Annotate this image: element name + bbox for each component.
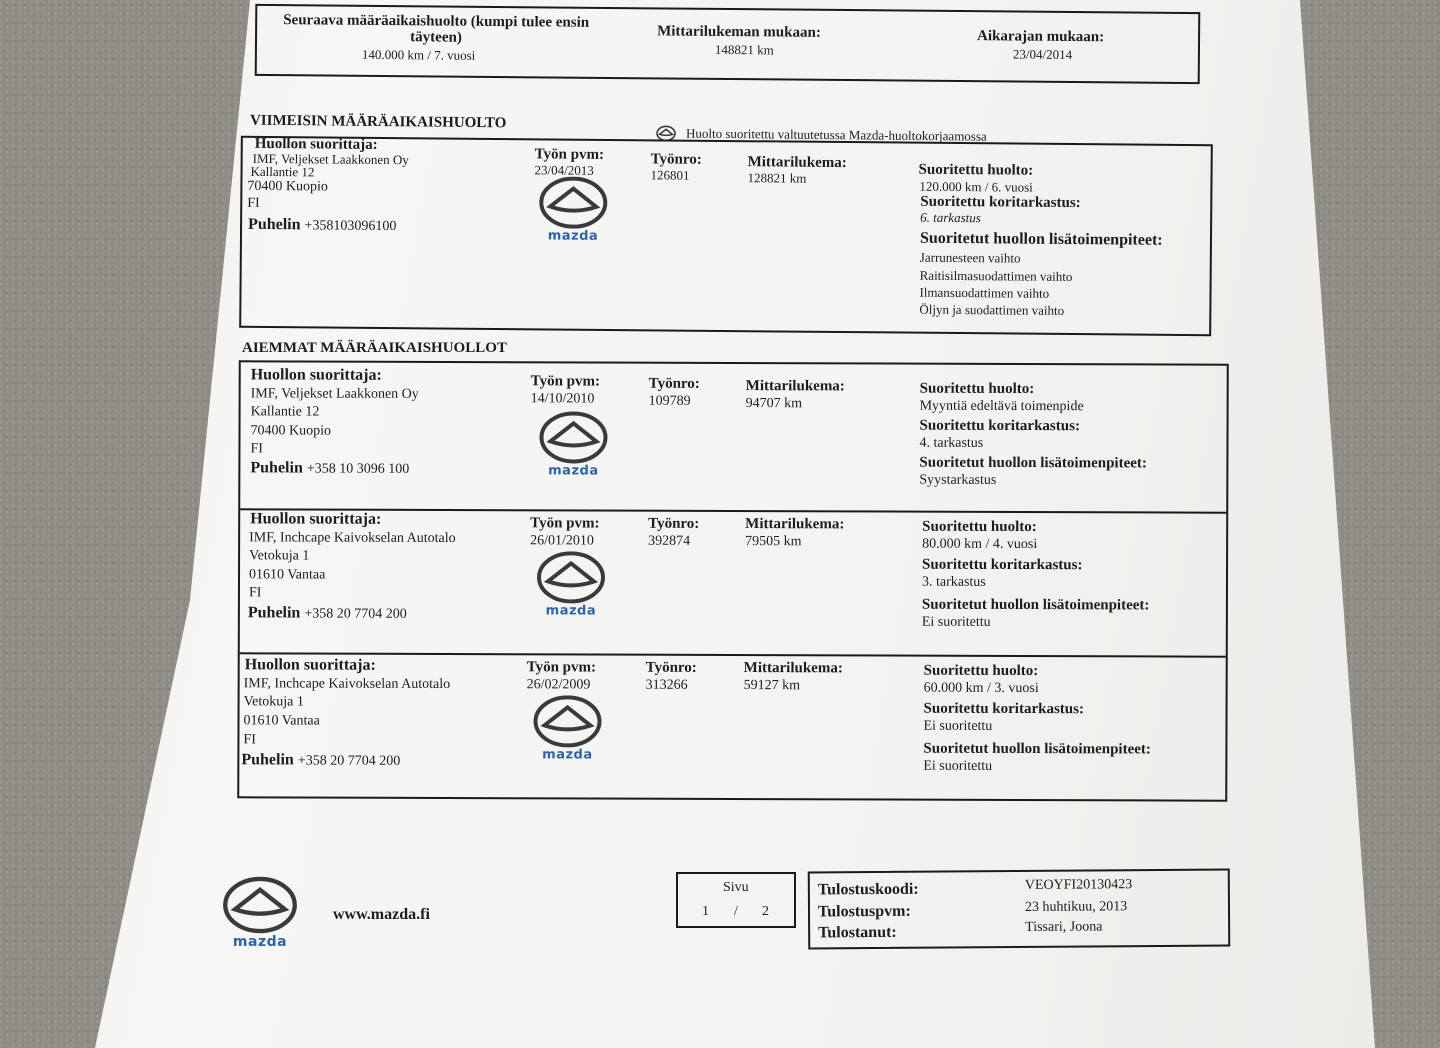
performer-line: IMF, Veljekset Laakkonen Oy (250, 386, 419, 402)
service-label: Suoritettu huolto: (919, 380, 1035, 398)
print-date-label: Tulostuspvm: (817, 902, 911, 921)
latest-performer-line: Kallantie 12 (250, 163, 315, 180)
service-value: 80.000 km / 4. vuosi (922, 536, 1038, 553)
latest-extra-item: Öljyn ja suodattimen vaihto (919, 301, 1065, 318)
latest-body-label: Suoritettu koritarkastus: (920, 193, 1081, 212)
mazda-logo-icon (222, 876, 298, 934)
mazda-wordmark: mazda (232, 934, 288, 950)
print-code-label: Tulostuskoodi: (817, 880, 919, 899)
latest-extra-item: Ilmansuodattimen vaihto (919, 284, 1050, 301)
page-total: 2 (762, 904, 769, 919)
latest-heading: VIIMEISIN MÄÄRÄAIKAISHUOLTO (249, 112, 507, 132)
mileage-value: 94707 km (745, 396, 803, 412)
mazda-wordmark: mazda (542, 747, 593, 763)
latest-service-box (239, 136, 1213, 336)
date-value: 26/01/2010 (530, 533, 594, 549)
extra-value: Ei suoritettu (921, 614, 991, 630)
next-service-value: 140.000 km / 7. vuosi (361, 46, 476, 63)
date-label: Työn pvm: (530, 373, 601, 390)
printed-by-label: Tulostanut: (818, 923, 897, 942)
performer-line: Vetokuja 1 (243, 694, 304, 710)
page-label: Sivu (723, 880, 749, 895)
service-value: Myyntiä edeltävä toimenpide (919, 398, 1084, 415)
print-code: VEOYFI20130423 (1024, 877, 1133, 893)
mileage-value: 59127 km (743, 678, 801, 694)
phone-value: +358103096100 (304, 218, 397, 235)
jobno-label: Työnro: (648, 375, 700, 392)
latest-mileage-label: Mittarilukema: (747, 154, 847, 172)
body-value: 3. tarkastus (921, 574, 986, 590)
latest-extra-item: Jarrunesteen vaihto (919, 249, 1021, 266)
next-service-box (255, 4, 1201, 84)
latest-extra-item: Raitisilmasuodattimen vaihto (919, 267, 1073, 285)
body-label: Suoritettu koritarkastus: (919, 417, 1080, 435)
latest-jobno-label: Työnro: (650, 151, 702, 168)
mileage-label: Mittarilukema: (745, 378, 845, 395)
service-label: Suoritettu huolto: (922, 518, 1037, 536)
jobno-value: 392874 (648, 533, 691, 549)
next-date-value: 23/04/2014 (1012, 46, 1073, 63)
mazda-logo (538, 411, 608, 478)
mazda-logo-icon (538, 411, 608, 463)
page-current: 1 (702, 904, 709, 919)
jobno-value: 109789 (648, 393, 691, 409)
previous-row (240, 362, 1227, 513)
latest-service-label: Suoritettu huolto: (918, 161, 1034, 179)
phone-label: Puhelin (248, 215, 301, 234)
mazda-wordmark: mazda (548, 463, 599, 479)
next-service-title: Seuraava määräaikaishuolto (kumpi tulee ensin täyteen) (283, 12, 590, 46)
mileage-label: Mittarilukema: (743, 660, 843, 677)
previous-services-table (237, 360, 1229, 801)
phone-value: +358 20 7704 200 (304, 606, 407, 622)
latest-performer-line: IMF, Veljekset Laakkonen Oy (252, 150, 409, 168)
website-link[interactable]: www.mazda.fi (333, 906, 430, 923)
performer-line: FI (250, 441, 263, 457)
performer-label: Huollon suorittaja: (250, 510, 382, 528)
latest-performer-label: Huollon suorittaja: (254, 135, 378, 153)
mazda-logo-icon (538, 176, 608, 229)
performer-line: Vetokuja 1 (249, 548, 310, 564)
next-mileage-value: 148821 km (714, 41, 774, 58)
mileage-label: Mittarilukema: (745, 516, 845, 533)
latest-phone (248, 216, 397, 235)
mazda-logo (532, 695, 602, 762)
performer-line: 01610 Vantaa (248, 567, 326, 583)
latest-service: 120.000 km / 6. vuosi (919, 178, 1033, 195)
performer-line: 01610 Vantaa (243, 713, 320, 729)
footer-mazda-logo (222, 876, 298, 950)
phone-row (241, 751, 400, 770)
phone-value: +358 20 7704 200 (297, 753, 401, 769)
mazda-logo (536, 551, 606, 618)
performer-line: IMF, Inchcape Kaivokselan Autotalo (243, 676, 451, 693)
latest-body: 6. tarkastus (920, 209, 981, 226)
phone-row (250, 459, 409, 478)
performer-label: Huollon suorittaja: (250, 366, 382, 384)
latest-jobno: 126801 (650, 167, 690, 183)
body-value: 4. tarkastus (919, 435, 984, 451)
phone-label: Puhelin (241, 751, 294, 769)
print-date: 23 huhtikuu, 2013 (1024, 899, 1128, 915)
latest-extra-label: Suoritetut huollon lisätoimenpiteet: (919, 229, 1163, 249)
performer-label: Huollon suorittaja: (244, 656, 376, 674)
mazda-logo-icon (532, 695, 602, 747)
phone-label: Puhelin (250, 459, 303, 477)
service-label: Suoritettu huolto: (923, 662, 1039, 680)
extra-label: Suoritetut huollon lisätoimenpiteet: (923, 740, 1151, 758)
service-value: 60.000 km / 3. vuosi (923, 680, 1039, 697)
latest-date-label: Työn pvm: (534, 146, 605, 163)
extra-label: Suoritetut huollon lisätoimenpiteet: (921, 596, 1150, 614)
date-label: Työn pvm: (530, 515, 600, 532)
performer-line: 70400 Kuopio (250, 423, 332, 439)
mazda-wordmark: mazda (547, 228, 599, 244)
latest-performer-line: FI (247, 195, 260, 211)
date-value: 14/10/2010 (530, 391, 595, 407)
mazda-logo-icon (536, 551, 606, 603)
latest-performer-line: 70400 Kuopio (247, 178, 328, 195)
next-mileage-label: Mittarilukeman mukaan: (657, 23, 821, 41)
extra-value: Syystarkastus (919, 472, 997, 488)
page-separator: / (734, 904, 738, 919)
performer-line: FI (248, 585, 262, 601)
latest-mileage: 128821 km (747, 170, 807, 186)
page-number-box (676, 872, 796, 928)
phone-row (248, 604, 407, 623)
performer-line: Kallantie 12 (250, 404, 320, 420)
next-date-label: Aikarajan mukaan: (977, 28, 1105, 46)
phone-value: +358 10 3096 100 (306, 461, 410, 477)
jobno-label: Työnro: (648, 515, 700, 532)
mazda-logo (538, 176, 609, 244)
performer-line: FI (243, 732, 256, 748)
jobno-value: 313266 (645, 677, 688, 693)
body-label: Suoritettu koritarkastus: (923, 700, 1085, 718)
latest-date: 23/04/2013 (534, 162, 594, 178)
print-info-box (808, 869, 1231, 950)
printed-by: Tissari, Joona (1025, 919, 1103, 935)
previous-row (239, 652, 1225, 799)
mileage-value: 79505 km (745, 534, 802, 550)
extra-value: Ei suoritettu (923, 758, 993, 774)
phone-label: Puhelin (247, 604, 301, 622)
body-label: Suoritettu koritarkastus: (922, 556, 1083, 574)
body-value: Ei suoritettu (923, 718, 993, 734)
mazda-wordmark: mazda (545, 603, 597, 619)
date-label: Työn pvm: (526, 659, 597, 676)
previous-heading: AIEMMAT MÄÄRÄAIKAISHUOLLOT (242, 340, 507, 356)
performer-line: IMF, Inchcape Kaivokselan Autotalo (249, 530, 456, 547)
jobno-label: Työnro: (645, 659, 697, 676)
date-value: 26/02/2009 (526, 677, 591, 693)
previous-row (240, 508, 1227, 657)
authorized-note: Huolto suoritettu valtuutetussa Mazda-huoltokorjaamossa (685, 125, 987, 144)
extra-label: Suoritetut huollon lisätoimenpiteet: (919, 454, 1147, 472)
